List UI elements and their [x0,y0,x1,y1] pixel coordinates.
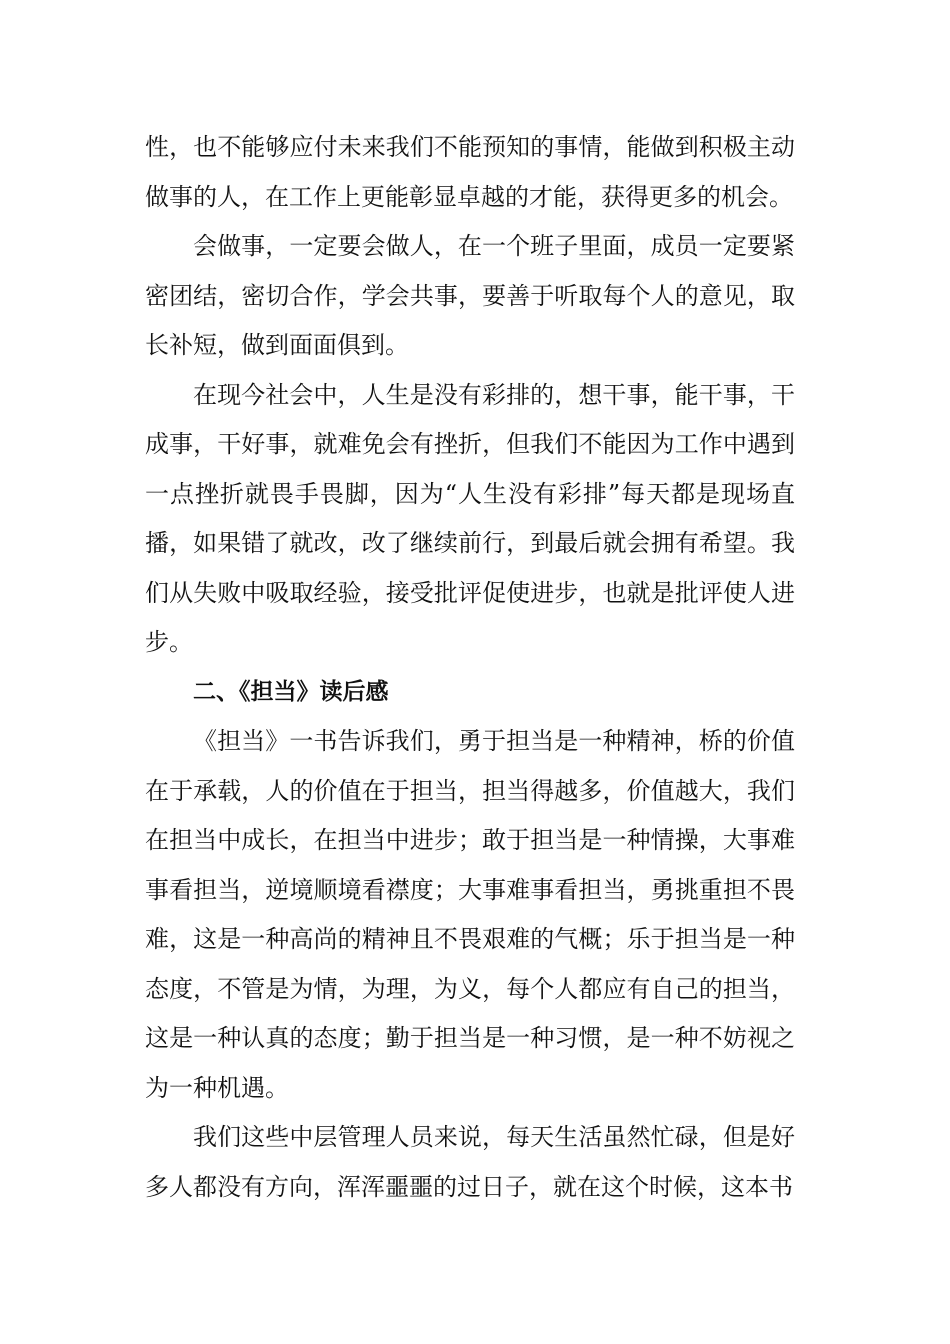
paragraph-continuation: 性，也不能够应付未来我们不能预知的事情，能做到积极主动做事的人，在工作上更能彰显卓越的才能，获得更多的机会。 [145,133,795,211]
paragraph-no-rehearsal: 在现今社会中，人生是没有彩排的，想干事，能干事，干成事，干好事，就难免会有挫折，但我们不能因为工作中遇到一点挫折就畏手畏脚，因为“人生没有彩排”每天都是现场直播，如果错了就改，改了继续前行，到最后就会拥有希望。我们从失败中吸取经验，接受批评促使进步，也就是批评使人进步。 [145,380,795,656]
section-heading: 二、《担当》读后感 [193,678,389,705]
paragraph-responsibility: 《担当》一书告诉我们，勇于担当是一种精神，桥的价值在于承载，人的价值在于担当，担当得越多，价值越大，我们在担当中成长，在担当中进步；敢于担当是一种情操，大事难事看担当，逆境顺境看襟度；大事难事看担当，勇挑重担不畏难，这是一种高尚的精神且不畏艰难的气概；乐于担当是一种态度，不管是为情，为理，为义，每个人都应有自己的担当，这是一种认真的态度；勤于担当是一种习惯，是一种不妨视之为一种机遇。 [145,727,795,1102]
paragraph-middle-managers: 我们这些中层管理人员来说，每天生活虽然忙碌，但是好多人都没有方向，浑浑噩噩的过日子，就在这个时候，这本书 [145,1123,795,1201]
paragraph-teamwork: 会做事，一定要会做人，在一个班子里面，成员一定要紧密团结，密切合作，学会共事，要善于听取每个人的意见，取长补短，做到面面俱到。 [145,232,795,359]
document-body [145,123,795,1212]
